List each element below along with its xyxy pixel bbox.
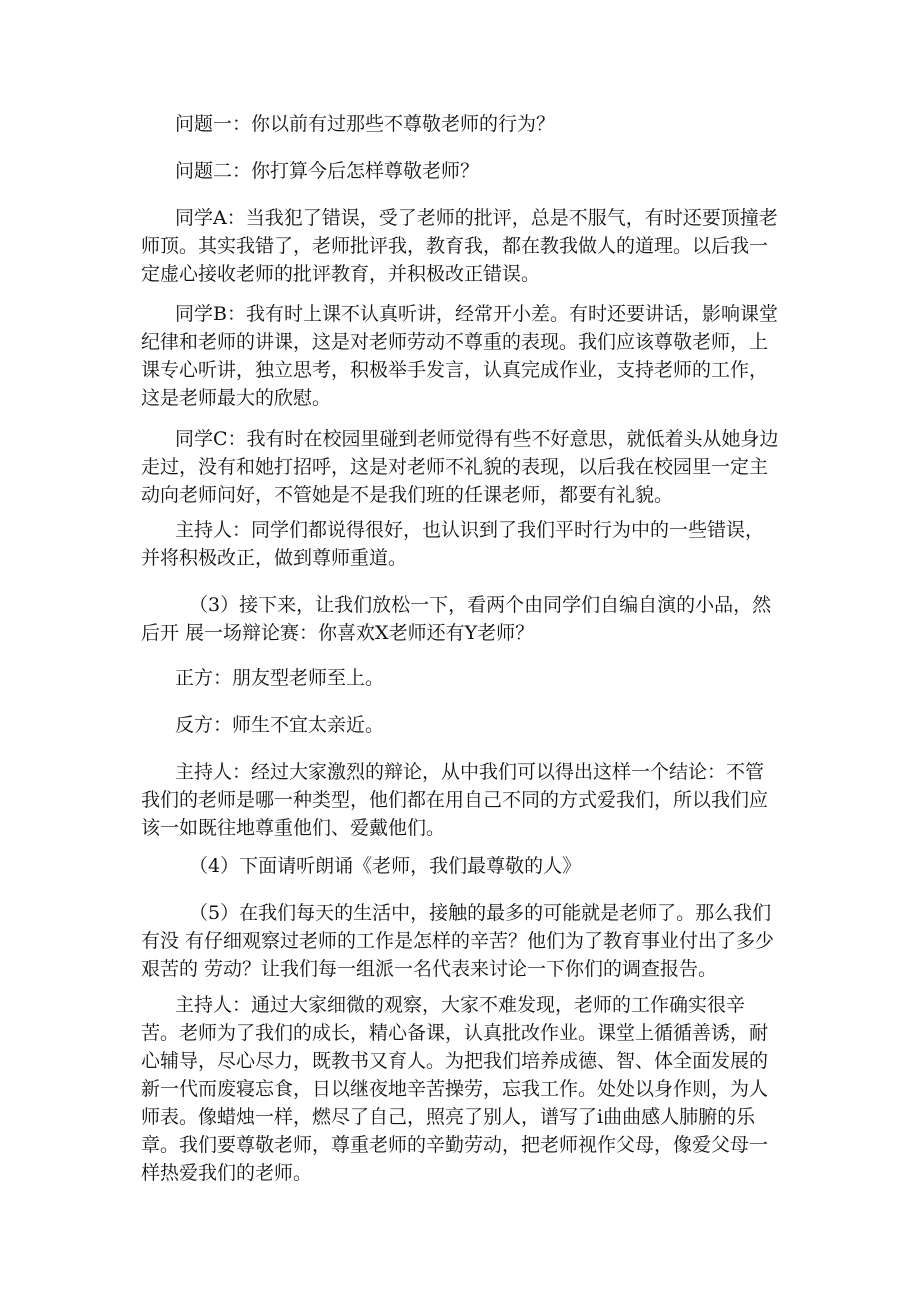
question-two: 问题二：你打算今后怎样尊敬老师？	[175, 160, 480, 182]
section-5-intro: （5）在我们每天的生活中，接触的最多的可能就是老师了。那么我们有没 有仔细观察过老师的工作是怎样的辛苦？他们为了教育事业付出了多少艰苦的 劳动？让我们每一组派一名代表来讨论一下你们的调查报告。	[141, 902, 775, 980]
host-closing-summary: 主持人：通过大家细微的观察，大家不难发现，老师的工作确实很辛苦。老师为了我们的成长，精心备课，认真批改作业。课堂上循循善诱，耐心辅导，尽心尽力，既教书又育人。为把我们培养成德、智、体全面发展的新一代而废寝忘食，日以继夜地辛苦操劳，忘我工作。处处以身作则，为人师表。像蜡烛一样，燃尽了自己，照亮了别人，谱写了i曲曲感人肺腑的乐章。我们要尊敬老师，尊重老师的辛勤劳动，把老师视作父母，像爱父母一样热爱我们的老师。	[141, 994, 769, 1184]
section-4-recitation: （4）下面请听朗诵《老师，我们最尊敬的人》	[189, 855, 582, 877]
negative-side: 反方：师生不宜太亲近。	[175, 714, 385, 736]
section-3-intro: （3）接下来，让我们放松一下，看两个由同学们自编自演的小品，然后开 展一场辩论赛：你喜欢X老师还有Y老师？	[141, 594, 772, 644]
question-one: 问题一：你以前有过那些不尊敬老师的行为？	[175, 113, 556, 135]
student-c-response: 同学C：我有时在校园里碰到老师觉得有些不好意思，就低着头从她身边走过，没有和她打招呼，这是对老师不礼貌的表现，以后我在校园里一定主动向老师问好，不管她是不是我们班的任课老师，都要有礼貌。	[141, 428, 779, 506]
host-summary-one: 主持人：同学们都说得很好，也认识到了我们平时行为中的一些错误，并将积极改正，做到尊师重道。	[141, 519, 765, 569]
student-a-response: 同学A：当我犯了错误，受了老师的批评，总是不服气，有时还要顶撞老师顶。其实我错了，老师批评我，教育我，都在教我做人的道理。以后我一定虚心接收老师的批评教育，并积极改正错误。	[141, 207, 778, 285]
affirmative-side: 正方：朋友型老师至上。	[175, 667, 385, 689]
student-b-response: 同学B：我有时上课不认真听讲，经常开小差。有时还要讲话，影响课堂纪律和老师的讲课，这是对老师劳动不尊重的表现。我们应该尊敬老师，上课专心听讲，独立思考，积极举手发言，认真完成作业，支持老师的工作，这是老师最大的欣慰。	[141, 303, 778, 409]
host-summary-two: 主持人：经过大家激烈的辩论，从中我们可以得出这样一个结论：不管我们的老师是哪一种类型，他们都在用自己不同的方式爱我们，所以我们应该一如既往地尊重他们、爱戴他们。	[141, 761, 769, 839]
